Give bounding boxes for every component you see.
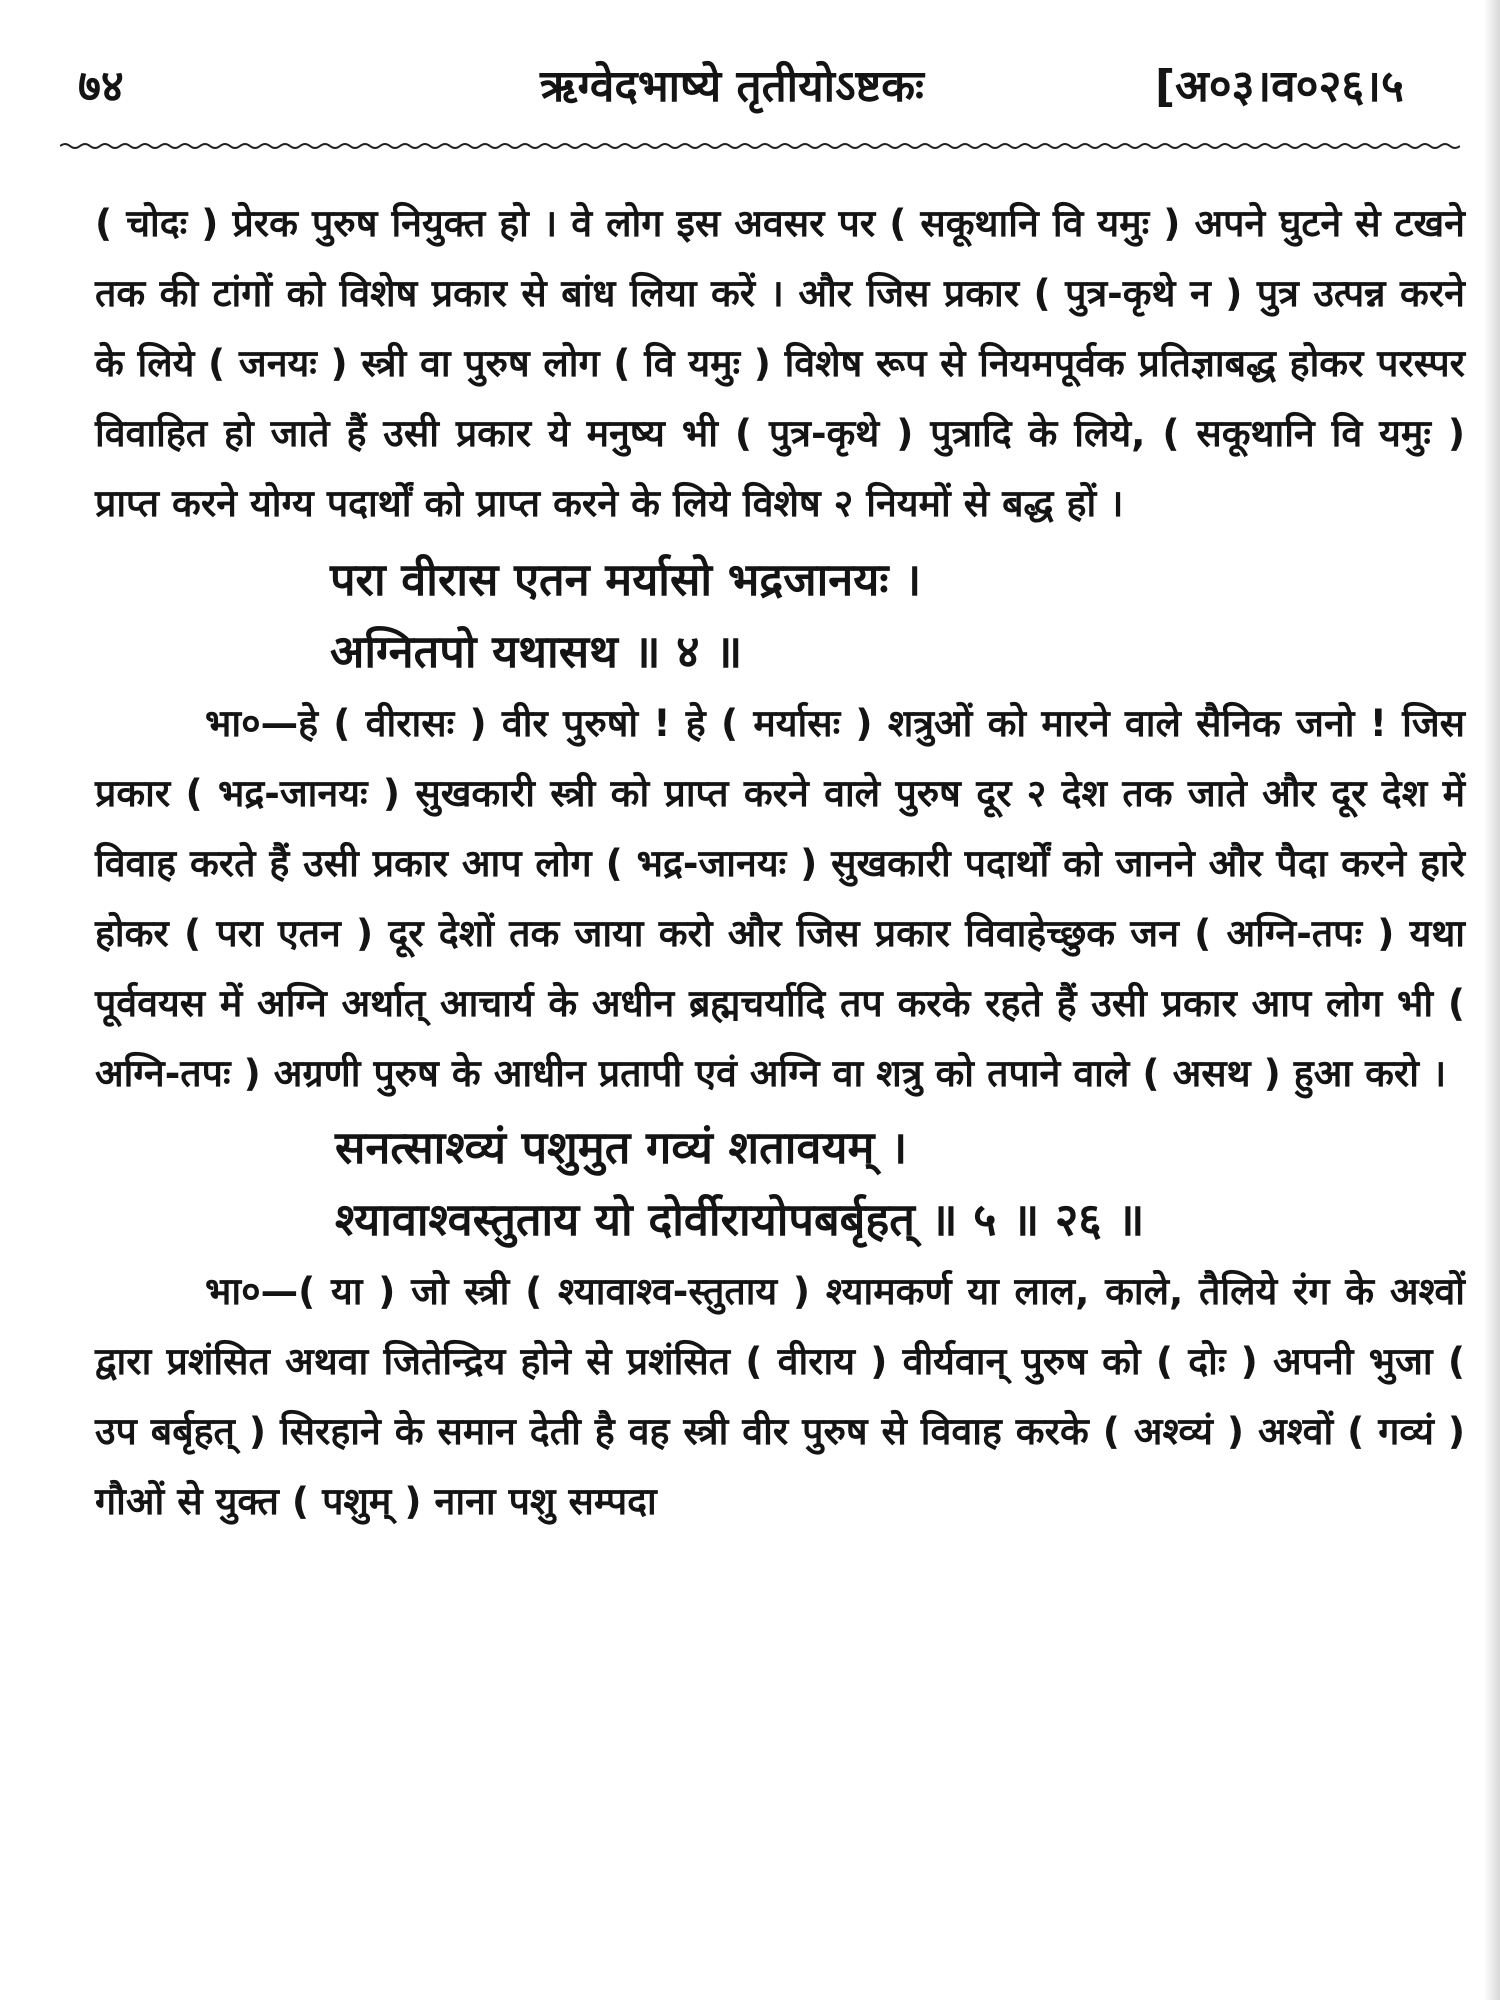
verse-4-line-2: अग्नितपो यथासथ ॥ ४ ॥ xyxy=(330,625,743,678)
verse-4-line-1: परा वीरास एतन मर्यासो भद्रजानयः । xyxy=(330,553,922,606)
commentary-verse-4: भा०—हे ( वीरासः ) वीर पुरुषो ! हे ( मर्यासः ) शत्रुओं को मारने वाले सैनिक जनो ! जिस प्रकार ( भद्र-जानयः ) सुखकारी स्त्री को प्राप्त करने वाले पुरुष दूर २ देश तक जाते और दूर देश में विवाह करते हैं उसी प्रकार आप लोग ( भद्र-जानयः ) सुखकारी पदार्थों को जानने और पैदा करने हारे होकर ( परा एतन ) दूर देशों तक जाया करो और जिस प्रकार विवाहेच्छुक जन ( अग्नि-तपः ) यथा पूर्ववयस में अग्नि अर्थात् आचार्य के अधीन ब्रह्मचर्यादि तप करके रहते हैं उसी प्रकार आप लोग भी ( अग्नि-तपः ) अग्रणी पुरुष के आधीन प्रतापी एवं अग्नि वा शत्रु को तपाने वाले ( असथ ) हुआ करो । xyxy=(95,701,1465,1095)
commentary-verse-5: भा०—( या ) जो स्त्री ( श्यावाश्व-स्तुताय ) श्यामकर्ण या लाल, काले, तैलिये रंग के अश्वों द्वारा प्रशंसित अथवा जितेन्द्रिय होने से प्रशंसित ( वीराय ) वीर्यवान् पुरुष को ( दोः ) अपनी भुजा ( उप बर्बृहत् ) सिरहाने के समान देती है वह स्त्री वीर पुरुष से विवाह करके ( अश्व्यं ) अश्वों ( गव्यं ) गौओं से युक्त ( पशुम् ) नाना पशु सम्पदा xyxy=(95,1269,1465,1523)
paragraph-continued: ( चोदः ) प्रेरक पुरुष नियुक्त हो । वे लोग इस अवसर पर ( सकूथानि वि यमुः ) अपने घुटने से टखने तक की टांगों को विशेष प्रकार से बांध लिया करें । और जिस प्रकार ( पुत्र-कृथे न ) पुत्र उत्पन्न करने के लिये ( जनयः ) स्त्री वा पुरुष लोग ( वि यमुः ) विशेष रूप से नियमपूर्वक प्रतिज्ञाबद्ध होकर परस्पर विवाहित हो जाते हैं उसी प्रकार ये मनुष्य भी ( पुत्र-कृथे ) पुत्रादि के लिये, ( सकूथानि वि यमुः ) प्राप्त करने योग्य पदार्थों को प्राप्त करने के लिये विशेष २ नियमों से बद्ध हों । xyxy=(95,201,1465,525)
verse-5-line-1: सनत्साश्व्यं पशुमुत गव्यं शतावयम् । xyxy=(335,1121,908,1174)
page-body xyxy=(95,188,1465,1536)
verse-5-line-2: श्यावाश्वस्तुताय यो दोर्वीरायोपबर्बृहत् ॥ ५ ॥ २६ ॥ xyxy=(335,1193,1145,1246)
header-title: ऋग्वेदभाष्ये तृतीयोऽष्टकः xyxy=(540,61,924,112)
page-edge-shadow xyxy=(1484,0,1500,2000)
running-header xyxy=(60,52,1460,122)
header-reference: [अ०३।व०२६।५ xyxy=(1155,61,1404,112)
page-number: ७४ xyxy=(78,61,124,112)
header-wavy-rule xyxy=(60,142,1460,150)
